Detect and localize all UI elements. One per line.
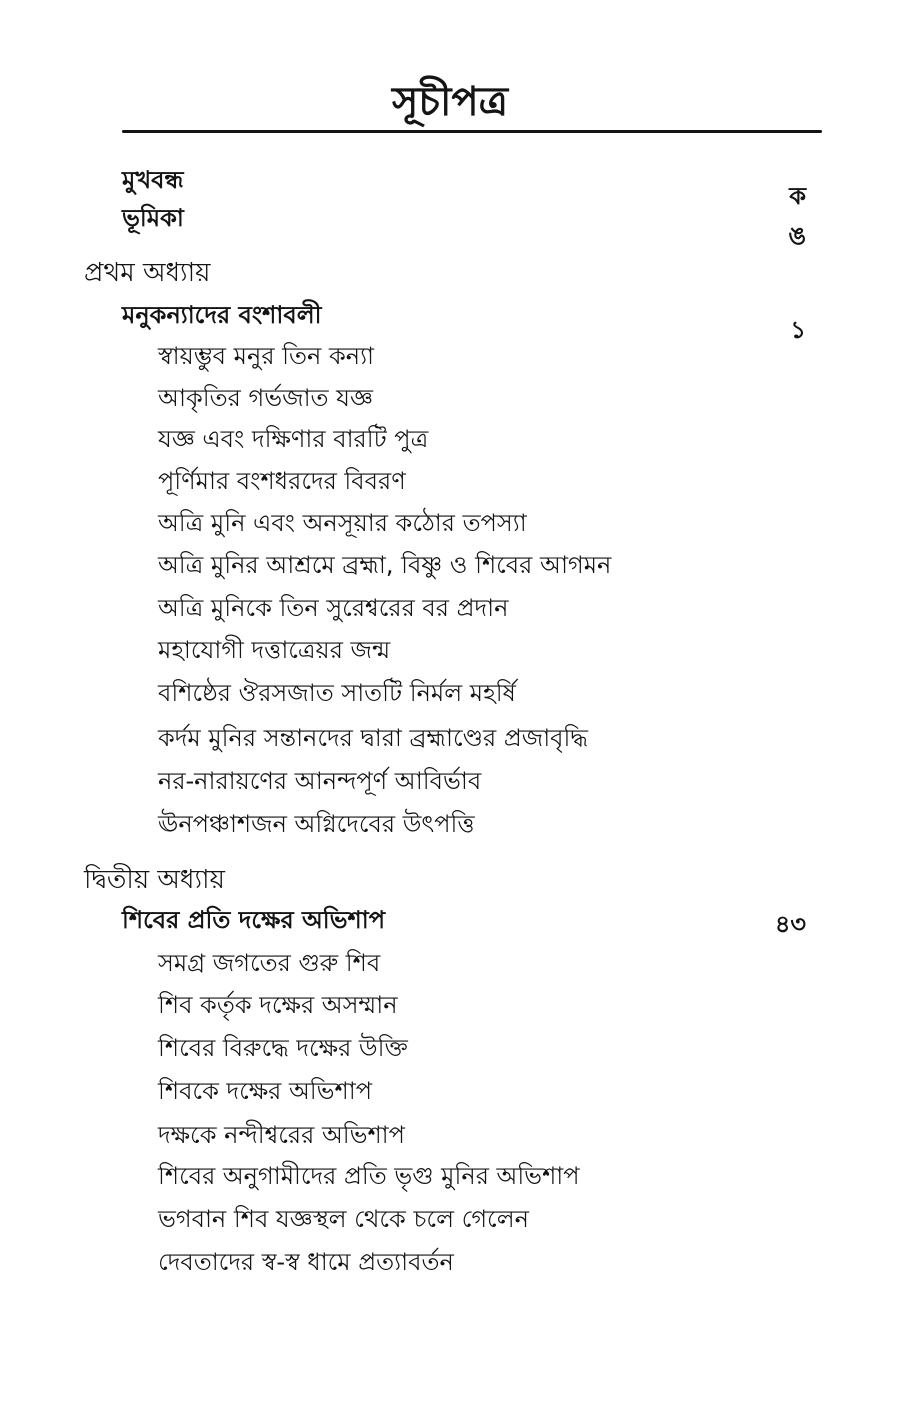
topic-item: শিব কর্তৃক দক্ষের অসম্মান — [158, 991, 398, 1019]
front-matter-item-introduction: ভূমিকা — [122, 204, 184, 232]
topic-item: শিবকে দক্ষের অভিশাপ — [158, 1077, 372, 1105]
topic-item: শিবের অনুগামীদের প্রতি ভৃগু মুনির অভিশাপ — [158, 1162, 580, 1190]
topic-item: অত্রি মুনির আশ্রমে ব্রহ্মা, বিষ্ণু ও শিবের আগমন — [158, 551, 612, 579]
topic-item: বশিষ্ঠের ঔরসজাত সাতটি নির্মল মহর্ষি — [158, 679, 516, 707]
topic-item: নর-নারায়ণের আনন্দপূর্ণ আবির্ভাব — [158, 767, 482, 795]
page-title: সূচীপত্র — [392, 79, 508, 125]
topic-item: যজ্ঞ এবং দক্ষিণার বারটি পুত্র — [158, 425, 429, 453]
page-number-section-2: ৪৩ — [774, 910, 806, 938]
topic-item: আকৃতির গর্ভজাত যজ্ঞ — [158, 384, 373, 412]
topic-item: কর্দম মুনির সন্তানদের দ্বারা ব্রহ্মাণ্ডের প্রজাবৃদ্ধি — [158, 724, 589, 752]
chapter-heading-2: দ্বিতীয় অধ্যায় — [84, 865, 225, 895]
topic-item: ঊনপঞ্চাশজন অগ্নিদেবের উৎপত্তি — [158, 810, 475, 838]
topic-item: শিবের বিরুদ্ধে দক্ষের উক্তি — [158, 1034, 408, 1062]
topic-item: পূর্ণিমার বংশধরদের বিবরণ — [158, 467, 406, 495]
section-title-2: শিবের প্রতি দক্ষের অভিশাপ — [122, 906, 386, 934]
topic-item: স্বায়ম্ভুব মনুর তিন কন্যা — [158, 342, 375, 370]
topic-item: মহাযোগী দত্তাত্রেয়র জন্ম — [158, 636, 391, 664]
page-number-introduction: ঙ — [788, 222, 806, 250]
page-number-preface: ক — [789, 182, 806, 210]
chapter-heading-1: প্রথম অধ্যায় — [84, 258, 211, 288]
title-underline — [122, 130, 822, 133]
topic-item: অত্রি মুনি এবং অনসূয়ার কঠোর তপস্যা — [158, 509, 527, 537]
topic-item: সমগ্র জগতের গুরু শিব — [158, 949, 381, 977]
topic-item: ভগবান শিব যজ্ঞস্থল থেকে চলে গেলেন — [158, 1205, 529, 1233]
topic-item: অত্রি মুনিকে তিন সুরেশ্বরের বর প্রদান — [158, 594, 509, 622]
topic-item: দক্ষকে নন্দীশ্বরের অভিশাপ — [158, 1121, 405, 1149]
page-number-section-1: ১ — [790, 316, 806, 344]
topic-item: দেবতাদের স্ব-স্ব ধামে প্রত্যাবর্তন — [158, 1248, 454, 1276]
front-matter-item-preface: মুখবন্ধ — [122, 166, 184, 194]
section-title-1: মনুকন্যাদের বংশাবলী — [122, 301, 322, 329]
